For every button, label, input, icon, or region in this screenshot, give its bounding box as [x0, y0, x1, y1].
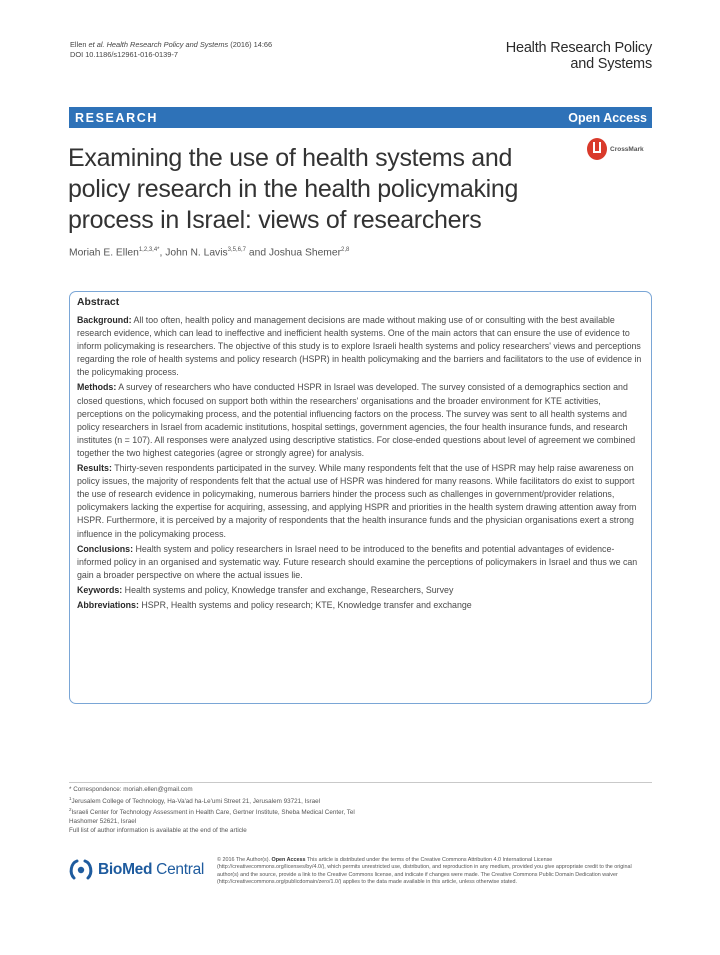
- article-type-label: RESEARCH: [75, 110, 158, 125]
- abstract-conclusions: [77, 543, 643, 582]
- abstract-methods: [77, 381, 643, 460]
- section-text: Health system and policy researchers in Israel need to be introduced to the benefits and potential advantages of evidence-informed policy in an organised and systematic way. Future research should examine the perceptions of policymakers in Israel and thus we can gain a broader perspective on where the actual issues lie.: [77, 543, 638, 580]
- publisher-name-rest: Central: [152, 861, 205, 878]
- author-list: [69, 247, 349, 258]
- biomed-central-logo[interactable]: [68, 857, 208, 883]
- author-name[interactable]: John N. Lavis: [165, 247, 228, 259]
- section-label: Abbreviations:: [77, 599, 139, 610]
- crossmark-label: CrossMark: [610, 145, 644, 153]
- crossmark-button[interactable]: [587, 137, 647, 161]
- affiliation-number: 2: [69, 807, 72, 813]
- affiliation-text: Jerusalem College of Technology, Ha-Va'ad ha-Le'umi Street 21, Jerusalem 93721, Israel: [71, 797, 320, 805]
- journal-name-line1: Health Research Policy: [505, 40, 652, 56]
- correspondence-email[interactable]: * Correspondence: moriah.ellen@gmail.com: [69, 786, 193, 793]
- footnote-divider: [69, 782, 652, 783]
- author-separator: ,: [159, 247, 166, 259]
- author-separator: and: [246, 247, 269, 259]
- license-body: This article is distributed under the terms of the Creative Commons Attribution 4.0 International License (http://creativecommons.org/licenses/by/4.0/), which permits unrestricted use, distribution, and reproduction in any medium, provided you give appropriate credit to the original author(s) and the source, provide a link to the Creative Commons license, and indicate if changes were made. The Creative Commons Public Domain Dedication waiver (http://creativecommons.org/publicdomain/zero/1.0/) applies to the data made available in this article, unless otherwise stated.: [217, 857, 632, 886]
- affiliation-1: [69, 795, 369, 807]
- section-text: Health systems and policy, Knowledge transfer and exchange, Researchers, Survey: [122, 584, 454, 595]
- section-label: Methods:: [77, 382, 117, 393]
- article-title: Examining the use of health systems and policy research in the health policymaking process in Israel: views of researchers: [68, 144, 519, 234]
- copyright: © 2016 The Author(s).: [217, 857, 272, 863]
- publisher-name: [98, 861, 204, 879]
- author-affiliation-ref: 1,2,3,4*: [138, 247, 160, 253]
- section-text: HSPR, Health systems and policy research; KTE, Knowledge transfer and exchange: [138, 599, 472, 610]
- section-text: All too often, health policy and management decisions are made without making use of or consulting with the best available research evidence, which can lead to ineffective and inefficient health systems. One of the main actors that can ensure the use of evidence to inform policymaking is researchers. The objective of this study is to explore Israeli health systems and policy researchers' views and perceptions regarding the role of health systems and policy research (HSPR) in health policymaking and the barriers and facilitators to the use of evidence in the policymaking process.: [77, 315, 642, 378]
- author-affiliation-ref: 2,8: [341, 247, 350, 253]
- journal-name-line2: and Systems: [570, 56, 652, 72]
- author-info-note: Full list of author information is available at the end of the article: [69, 826, 247, 834]
- author-affiliation-ref: 3,5,6,7: [227, 247, 246, 253]
- citation-etal: et al.: [88, 40, 105, 49]
- license-text: [217, 857, 654, 887]
- citation-volume: (2016) 14:66: [228, 40, 273, 49]
- footnotes: [69, 786, 369, 835]
- section-label: Keywords:: [77, 584, 123, 595]
- citation-block: [70, 40, 272, 60]
- abstract-keywords: [77, 584, 643, 597]
- journal-name: [452, 40, 652, 72]
- affiliation-2: [69, 806, 369, 826]
- doi-link[interactable]: DOI 10.1186/s12961-016-0139-7: [70, 50, 178, 59]
- affiliation-text: Israeli Center for Technology Assessment in Health Care, Gertner Institute, Sheba Medical Center, Tel Hashomer 52621, Israel: [69, 809, 355, 825]
- open-access-label: Open Access: [568, 110, 647, 125]
- citation-journal: Health Research Policy and Systems: [104, 40, 229, 49]
- section-text: Thirty-seven respondents participated in the survey. While many respondents felt that the use of HSPR may help raise awareness on policy issues, the majority of respondents felt that the actual use of HSPR was hindered for many reasons. While facilitators do exist to support the use of research evidence in policymaking, numerous barriers hinder the process such as challenges in government/provider relations, policymakers lacking the expertise for acquiring, assessing, and applying HSPR and priorities in the health system drawing attention away from HSPR. Furthermore, it is perceived by a majority of respondents that the health insurance funds and the physician organisations exert a strong influence in the policymaking process.: [77, 463, 637, 539]
- abstract-background: [77, 314, 643, 379]
- abstract-abbreviations: [77, 599, 643, 612]
- section-label: Background:: [77, 315, 132, 325]
- abstract-heading: Abstract: [77, 297, 120, 308]
- abstract-results: [77, 462, 643, 541]
- biomed-central-icon: [68, 859, 94, 881]
- section-label: Conclusions:: [77, 543, 134, 554]
- author-name[interactable]: Joshua Shemer: [268, 247, 342, 259]
- abstract-box: [69, 291, 652, 704]
- section-label: Results:: [77, 463, 112, 474]
- author-name[interactable]: Moriah E. Ellen: [69, 247, 139, 259]
- open-access-label-license: Open Access: [271, 857, 306, 863]
- citation-line: [70, 40, 272, 50]
- publisher-name-bold: BioMed: [98, 861, 153, 878]
- article-type-band: [69, 107, 652, 128]
- citation-authors: Ellen: [70, 40, 89, 49]
- section-text: A survey of researchers who have conducted HSPR in Israel was developed. The survey consisted of a demographics section and closed questions, which focused on support both within the researchers' organisations and the broader environment for KTE activities, perceptions on the policymaking process, and the potential influencing factors on the process. The survey was sent to all health systems and policy researchers in Israel from academic institutions, hospital settings, government agencies, the four health insurance funds, and research institutes (n = 107). All responses were analyzed using descriptive statistics. For close-ended questions about level of agreement we combined together the two highest categories (agree or strongly agree) for analysis.: [77, 382, 636, 458]
- crossmark-icon: [587, 138, 607, 160]
- affiliation-number: 1: [69, 795, 72, 801]
